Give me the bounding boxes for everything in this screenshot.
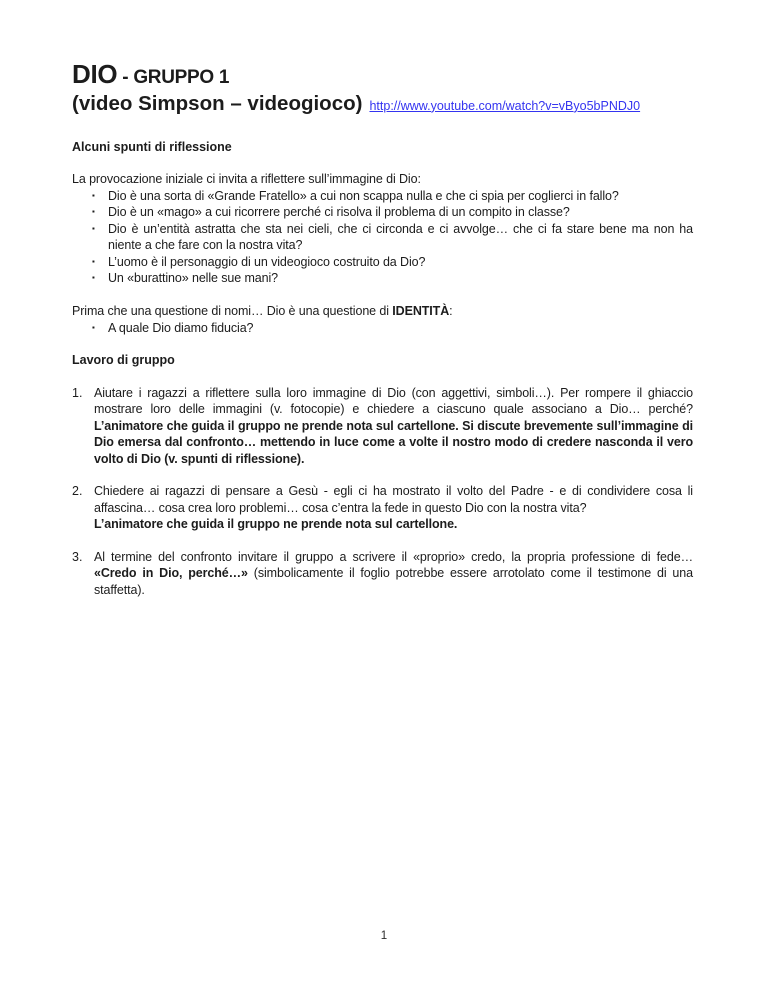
identity-paragraph [72, 303, 693, 320]
title-group-label: - GRUPPO 1 [117, 67, 230, 88]
bullet-icon: ▪ [92, 223, 95, 233]
bullet-text: Un «burattino» nelle sue mani? [108, 271, 279, 286]
section-heading-lavoro: Lavoro di gruppo [72, 353, 175, 368]
bullet-text: Dio è una sorta di «Grande Fratello» a cui non scappa nulla e che ci spia per coglierci in fallo? [108, 188, 619, 203]
identity-keyword: IDENTITÀ [392, 304, 450, 319]
item-number: 3. [72, 549, 83, 564]
bullet-icon: ▪ [92, 207, 95, 217]
list-item [72, 188, 693, 205]
numbered-item-2 [72, 483, 693, 533]
intro-paragraph: La provocazione iniziale ci invita a riflettere sull’immagine di Dio: [72, 172, 421, 187]
identity-post: : [449, 304, 453, 319]
item-text [94, 385, 693, 468]
item-number: 1. [72, 385, 83, 400]
document-page [72, 60, 693, 614]
bullet-text: Dio è un «mago» a cui ricorrere perché ci risolva il problema di un compito in classe? [108, 205, 570, 220]
bullet-text: A quale Dio diamo fiducia? [108, 320, 254, 335]
item-3-pre: Al termine del confronto invitare il gruppo a scrivere il «proprio» credo, la propria professione di fede… [94, 549, 693, 564]
item-text [94, 549, 693, 599]
item-2-normal: Chiedere ai ragazzi di pensare a Gesù - egli ci ha mostrato il volto del Padre - e di condividere cosa li affascina… cosa crea loro problemi… cosa c’entra la fede in questo Dio con la nostra vita? [94, 484, 693, 515]
bullet-icon: ▪ [92, 190, 95, 200]
bullet-icon: ▪ [92, 273, 95, 283]
bullet-icon: ▪ [92, 322, 95, 332]
title-main: DIO [72, 59, 118, 89]
numbered-item-3 [72, 549, 693, 599]
page-title [72, 60, 693, 90]
item-2-bold: L’animatore che guida il gruppo ne prende nota sul cartellone. [94, 517, 458, 532]
page-number: 1 [380, 930, 388, 942]
identity-pre: Prima che una questione di nomi… Dio è una questione di [72, 304, 393, 319]
numbered-item-1 [72, 385, 693, 468]
item-3-bold: «Credo in Dio, perché…» [94, 566, 248, 581]
identity-bullet-list [72, 320, 693, 337]
list-item [72, 204, 693, 221]
list-item [72, 221, 693, 254]
bullet-text: Dio è un’entità astratta che sta nei cieli, che ci circonda e ci avvolge… che ci fa stare bene ma non ha niente a che fare con la nostra vita? [108, 221, 693, 253]
list-item [72, 320, 693, 337]
subtitle-text: (video Simpson – videogioco) [72, 91, 363, 115]
list-item [72, 254, 693, 271]
item-text [94, 483, 693, 533]
section-heading-spunti: Alcuni spunti di riflessione [72, 139, 232, 154]
list-item [72, 270, 693, 287]
item-1-bold: L’animatore che guida il gruppo ne prende nota sul cartellone. Si discute brevemente sull’immagine di Dio emersa dal confronto… mettendo in luce come a volte il nostro modo di credere nasconda il vero volto di Dio (v. spunti di riflessione). [94, 418, 693, 466]
page-subtitle [72, 91, 693, 118]
reflection-bullet-list [72, 188, 693, 287]
youtube-link[interactable]: http://www.youtube.com/watch?v=vByo5bPNDJ0 [369, 98, 641, 113]
bullet-text: L’uomo è il personaggio di un videogioco costruito da Dio? [108, 254, 426, 269]
item-3-post: (simbolicamente il foglio potrebbe essere arrotolato come il testimone di una staffetta). [94, 566, 693, 597]
item-1-normal: Aiutare i ragazzi a riflettere sulla loro immagine di Dio (con aggettivi, simboli…). Per rompere il ghiaccio mostrare loro delle immagini (v. fotocopie) e chiedere a ciascuno quale associano a Dio… perché? [94, 385, 693, 417]
bullet-icon: ▪ [92, 256, 95, 266]
item-number: 2. [72, 484, 83, 499]
group-work-list [72, 385, 693, 599]
